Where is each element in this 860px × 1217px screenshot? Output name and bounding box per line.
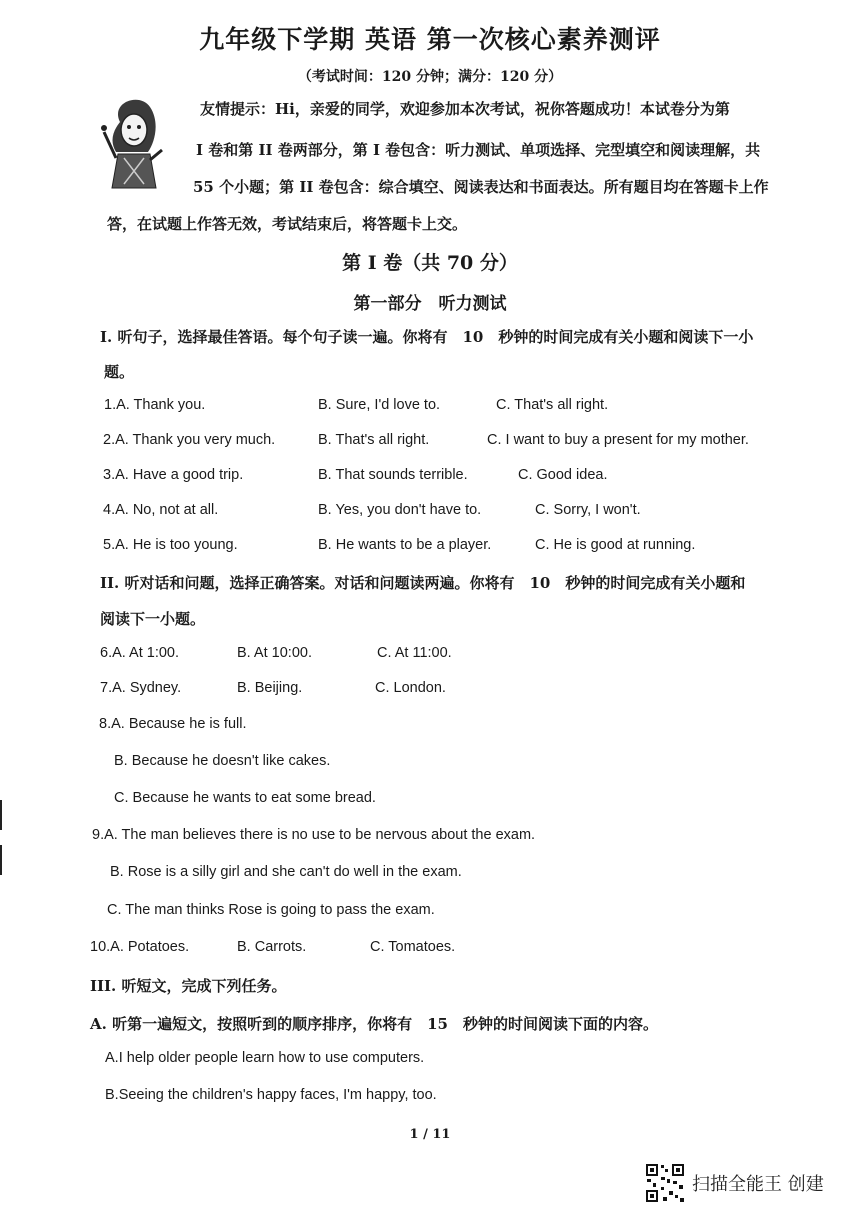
scanner-watermark: 扫描全能王 创建 bbox=[692, 1174, 824, 1195]
q2-option-a: 2.A. Thank you very much. bbox=[103, 432, 276, 448]
q5-option-b: B. He wants to be a player. bbox=[318, 537, 492, 553]
q3-option-a: 3.A. Have a good trip. bbox=[103, 467, 244, 483]
q9-option-b: B. Rose is a silly girl and she can't do well in the exam. bbox=[110, 864, 462, 880]
q10-option-c: C. Tomatoes. bbox=[370, 939, 456, 955]
q6-option-b: B. At 10:00. bbox=[237, 645, 312, 661]
volume-title: 第 I 卷（共 70 分） bbox=[342, 252, 518, 274]
exam-info: （考试时间：120 分钟；满分：120 分） bbox=[297, 69, 563, 85]
q3-option-b: B. That sounds terrible. bbox=[318, 467, 468, 483]
q4-option-c: C. Sorry, I won't. bbox=[535, 502, 641, 518]
q5-option-c: C. He is good at running. bbox=[535, 537, 696, 553]
q6-option-a: 6.A. At 1:00. bbox=[100, 645, 179, 661]
q2-option-c: C. I want to buy a present for my mother. bbox=[487, 432, 749, 448]
q6-option-c: C. At 11:00. bbox=[377, 645, 452, 661]
task-option-b: B.Seeing the children's happy faces, I'm happy, too. bbox=[105, 1087, 437, 1103]
q1-option-a: 1.A. Thank you. bbox=[104, 397, 206, 413]
intro-line-3: 55 个小题；第 II 卷包含：综合填空、阅读表达和书面表达。所有题目均在答题卡上作 bbox=[193, 178, 769, 196]
q8-option-c: C. Because he wants to eat some bread. bbox=[114, 790, 376, 806]
q9-option-a: 9.A. The man believes there is no use to be nervous about the exam. bbox=[92, 827, 536, 843]
scan-mark bbox=[0, 845, 2, 875]
section-2-instruction-cont: 阅读下一小题。 bbox=[100, 610, 206, 628]
section-3-sub-instruction: A. 听第一遍短文，按照听到的顺序排序，你将有 15 秒钟的时间阅读下面的内容。 bbox=[90, 1015, 658, 1033]
intro-line-1: 友情提示：Hi，亲爱的同学，欢迎参加本次考试，祝你答题成功！本试卷分为第 bbox=[200, 100, 730, 118]
q2-option-b: B. That's all right. bbox=[318, 432, 430, 448]
q10-option-a: 10.A. Potatoes. bbox=[90, 939, 190, 955]
page-number: 1 / 11 bbox=[409, 1127, 451, 1142]
q7-option-c: C. London. bbox=[375, 680, 446, 696]
q7-option-b: B. Beijing. bbox=[237, 680, 303, 696]
task-option-a: A.I help older people learn how to use computers. bbox=[105, 1050, 425, 1066]
q3-option-c: C. Good idea. bbox=[518, 467, 608, 483]
q8-option-a: 8.A. Because he is full. bbox=[99, 716, 247, 732]
q1-option-b: B. Sure, I'd love to. bbox=[318, 397, 441, 413]
section-3-instruction: III. 听短文，完成下列任务。 bbox=[90, 977, 287, 995]
section-1-instruction-cont: 题。 bbox=[104, 363, 135, 381]
scan-mark bbox=[0, 800, 2, 830]
intro-line-2: I 卷和第 II 卷两部分，第 I 卷包含：听力测试、单项选择、完型填空和阅读理解，共 bbox=[196, 141, 761, 159]
q4-option-b: B. Yes, you don't have to. bbox=[318, 502, 482, 518]
intro-line-4: 答，在试题上作答无效，考试结束后，将答题卡上交。 bbox=[107, 215, 468, 233]
page-title: 九年级下学期 英语 第一次核心素养测评 bbox=[199, 25, 661, 54]
section-1-instruction: I. 听句子，选择最佳答语。每个句子读一遍。你将有 10 秒钟的时间完成有关小题和阅读下一小 bbox=[100, 328, 754, 346]
q7-option-a: 7.A. Sydney. bbox=[100, 680, 182, 696]
section-2-instruction: II. 听对话和问题，选择正确答案。对话和问题读两遍。你将有 10 秒钟的时间完成有关小题和 bbox=[100, 574, 746, 592]
q9-option-c: C. The man thinks Rose is going to pass the exam. bbox=[107, 902, 435, 918]
q10-option-b: B. Carrots. bbox=[237, 939, 307, 955]
q4-option-a: 4.A. No, not at all. bbox=[103, 502, 219, 518]
q5-option-a: 5.A. He is too young. bbox=[103, 537, 238, 553]
cartoon-girl-icon bbox=[100, 92, 164, 192]
q1-option-c: C. That's all right. bbox=[496, 397, 609, 413]
part-title: 第一部分 听力测试 bbox=[353, 294, 507, 314]
q8-option-b: B. Because he doesn't like cakes. bbox=[114, 753, 331, 769]
qr-code-icon bbox=[645, 1163, 685, 1203]
